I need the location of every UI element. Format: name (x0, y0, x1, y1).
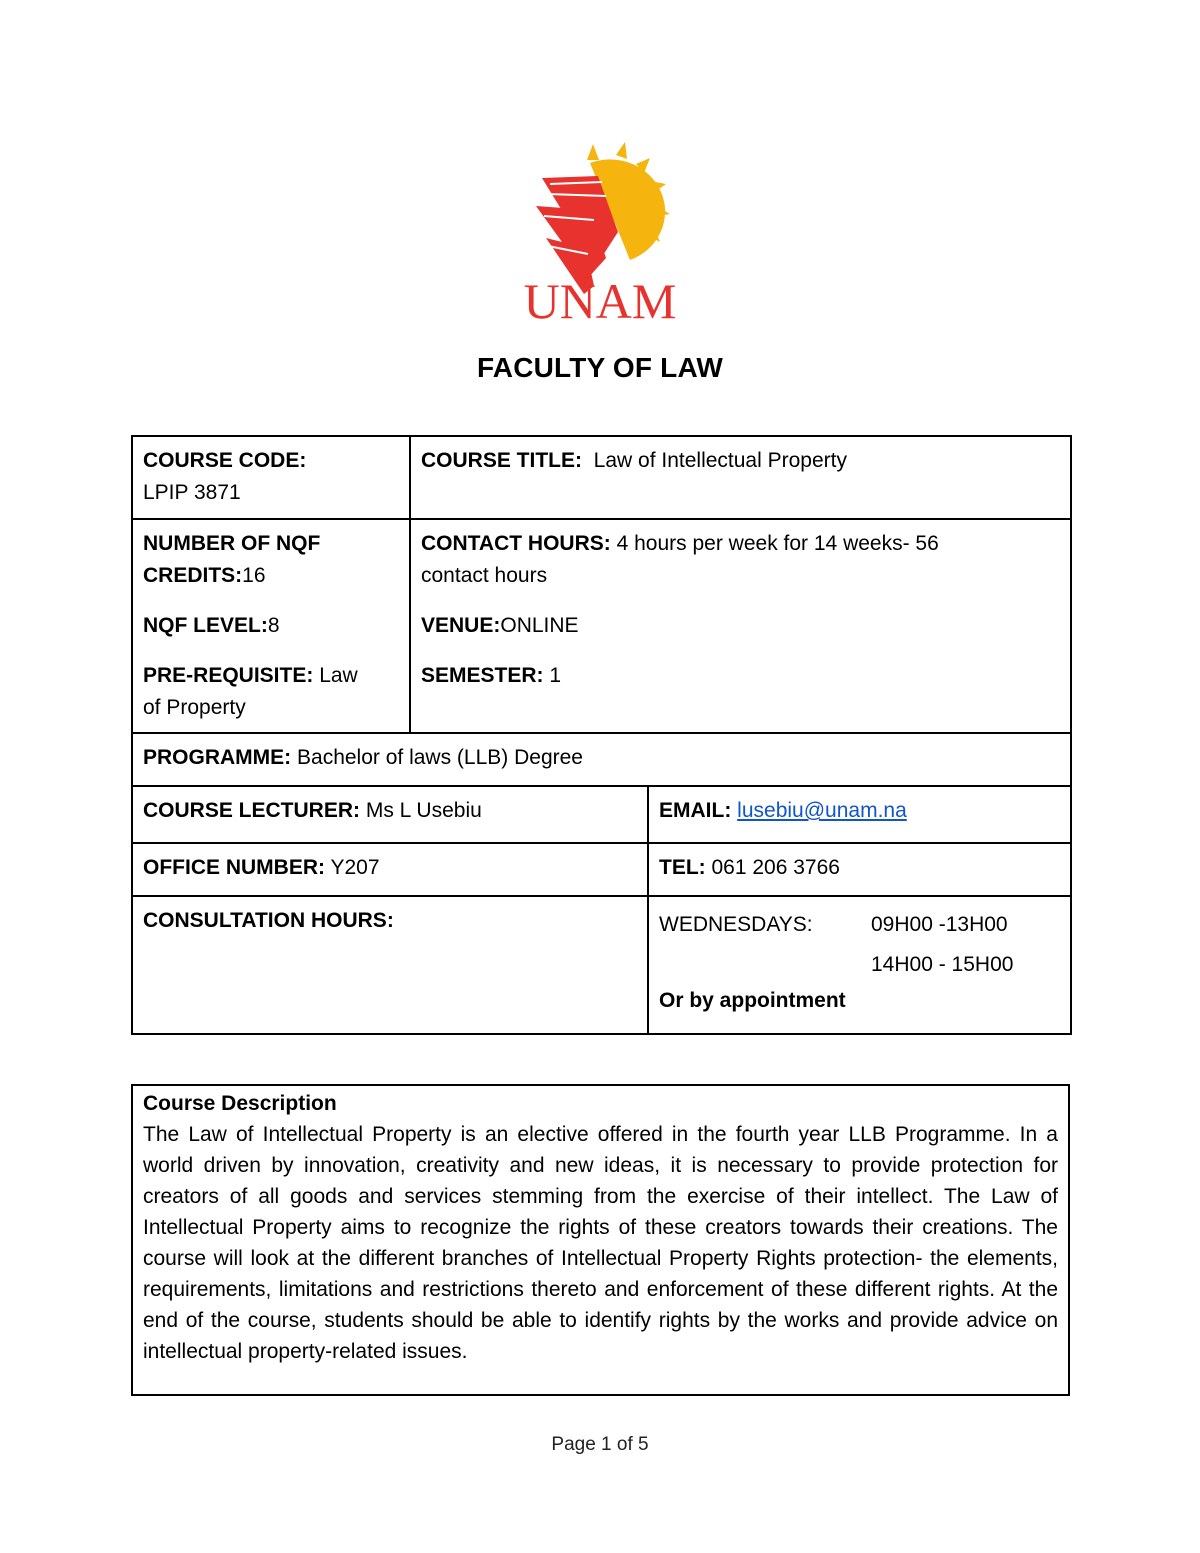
course-info-table (131, 435, 1072, 1035)
course-code-value: LPIP 3871 (143, 481, 241, 504)
table-row (132, 786, 1071, 843)
venue-value: ONLINE (500, 614, 579, 637)
lecturer-value: Ms L Usebiu (365, 799, 482, 822)
nqf-credits-label-line2: CREDITS: (143, 564, 243, 587)
contact-cell (410, 519, 1071, 733)
course-description-body: The Law of Intellectual Property is an elective offered in the fourth year LLB Programme. In a world driven by innovation, creativity and new ideas, it is necessary to provide protection for creators of all goods and services stemming from the exercise of their intellect. The Law of Intellectual Property aims to recognize the rights of these creators towards their creations. The course will look at the different branches of Intellectual Property Rights protection- the elements, requirements, limitations and restrictions thereto and enforcement of these different rights. At the end of the course, students should be able to identify rights by the works and provide advice on intellectual property-related issues. (143, 1123, 1058, 1363)
prerequisite-value-line2: of Property (143, 696, 246, 719)
table-row (132, 733, 1071, 786)
contact-hours-value-line1: 4 hours per week for 14 weeks- 56 (616, 532, 939, 555)
unam-logo-text: UNAM (523, 273, 677, 328)
semester-label: SEMESTER: (421, 664, 544, 687)
table-row (132, 896, 1071, 1034)
page-number: Page 1 of 5 (551, 1434, 649, 1455)
nqf-level-value: 8 (267, 614, 280, 637)
table-row (132, 843, 1071, 896)
tel-label: TEL: (659, 856, 706, 879)
office-label: OFFICE NUMBER: (143, 856, 325, 879)
consultation-slot-2: 14H00 - 15H00 (871, 953, 1014, 976)
table-row (132, 436, 1071, 519)
nqf-credits-label-line1: NUMBER OF NQF (143, 532, 321, 555)
office-cell (132, 843, 648, 896)
course-description-box (131, 1084, 1070, 1396)
course-title-value: Law of Intellectual Property (593, 449, 847, 472)
prerequisite-value-line1: Law (319, 664, 358, 687)
email-link[interactable]: lusebiu@unam.na (737, 799, 907, 822)
programme-value: Bachelor of laws (LLB) Degree (297, 746, 583, 769)
consultation-label: CONSULTATION HOURS: (143, 909, 394, 932)
nqf-credits-value: 16 (242, 564, 266, 587)
course-description-title: Course Description (143, 1092, 337, 1115)
unam-logo-graphic (490, 138, 710, 328)
consultation-day: WEDNESDAYS: (659, 913, 813, 936)
email-label: EMAIL: (659, 799, 732, 822)
lecturer-cell (132, 786, 648, 843)
lecturer-label: COURSE LECTURER: (143, 799, 361, 822)
course-code-cell (132, 436, 410, 519)
faculty-heading: FACULTY OF LAW (477, 352, 723, 383)
contact-hours-label: CONTACT HOURS: (421, 532, 611, 555)
consultation-alternative: Or by appointment (659, 989, 846, 1012)
table-row (132, 519, 1071, 733)
consultation-hours-cell (648, 896, 1071, 1034)
programme-label: PROGRAMME: (143, 746, 292, 769)
unam-logo (490, 138, 710, 328)
email-cell (648, 786, 1071, 843)
nqf-cell (132, 519, 410, 733)
course-title-cell (410, 436, 1071, 519)
tel-value: 061 206 3766 (711, 856, 840, 879)
consultation-label-cell (132, 896, 648, 1034)
course-title-label: COURSE TITLE: (421, 449, 582, 472)
tel-cell (648, 843, 1071, 896)
course-code-label: COURSE CODE: (143, 449, 307, 472)
prerequisite-label: PRE-REQUISITE: (143, 664, 314, 687)
programme-cell (132, 733, 1071, 786)
venue-label: VENUE: (421, 614, 501, 637)
nqf-level-label: NQF LEVEL: (143, 614, 268, 637)
contact-hours-value-line2: contact hours (421, 564, 548, 587)
office-value: Y207 (330, 856, 380, 879)
consultation-slot-1: 09H00 -13H00 (871, 913, 1008, 936)
semester-value: 1 (549, 664, 562, 687)
